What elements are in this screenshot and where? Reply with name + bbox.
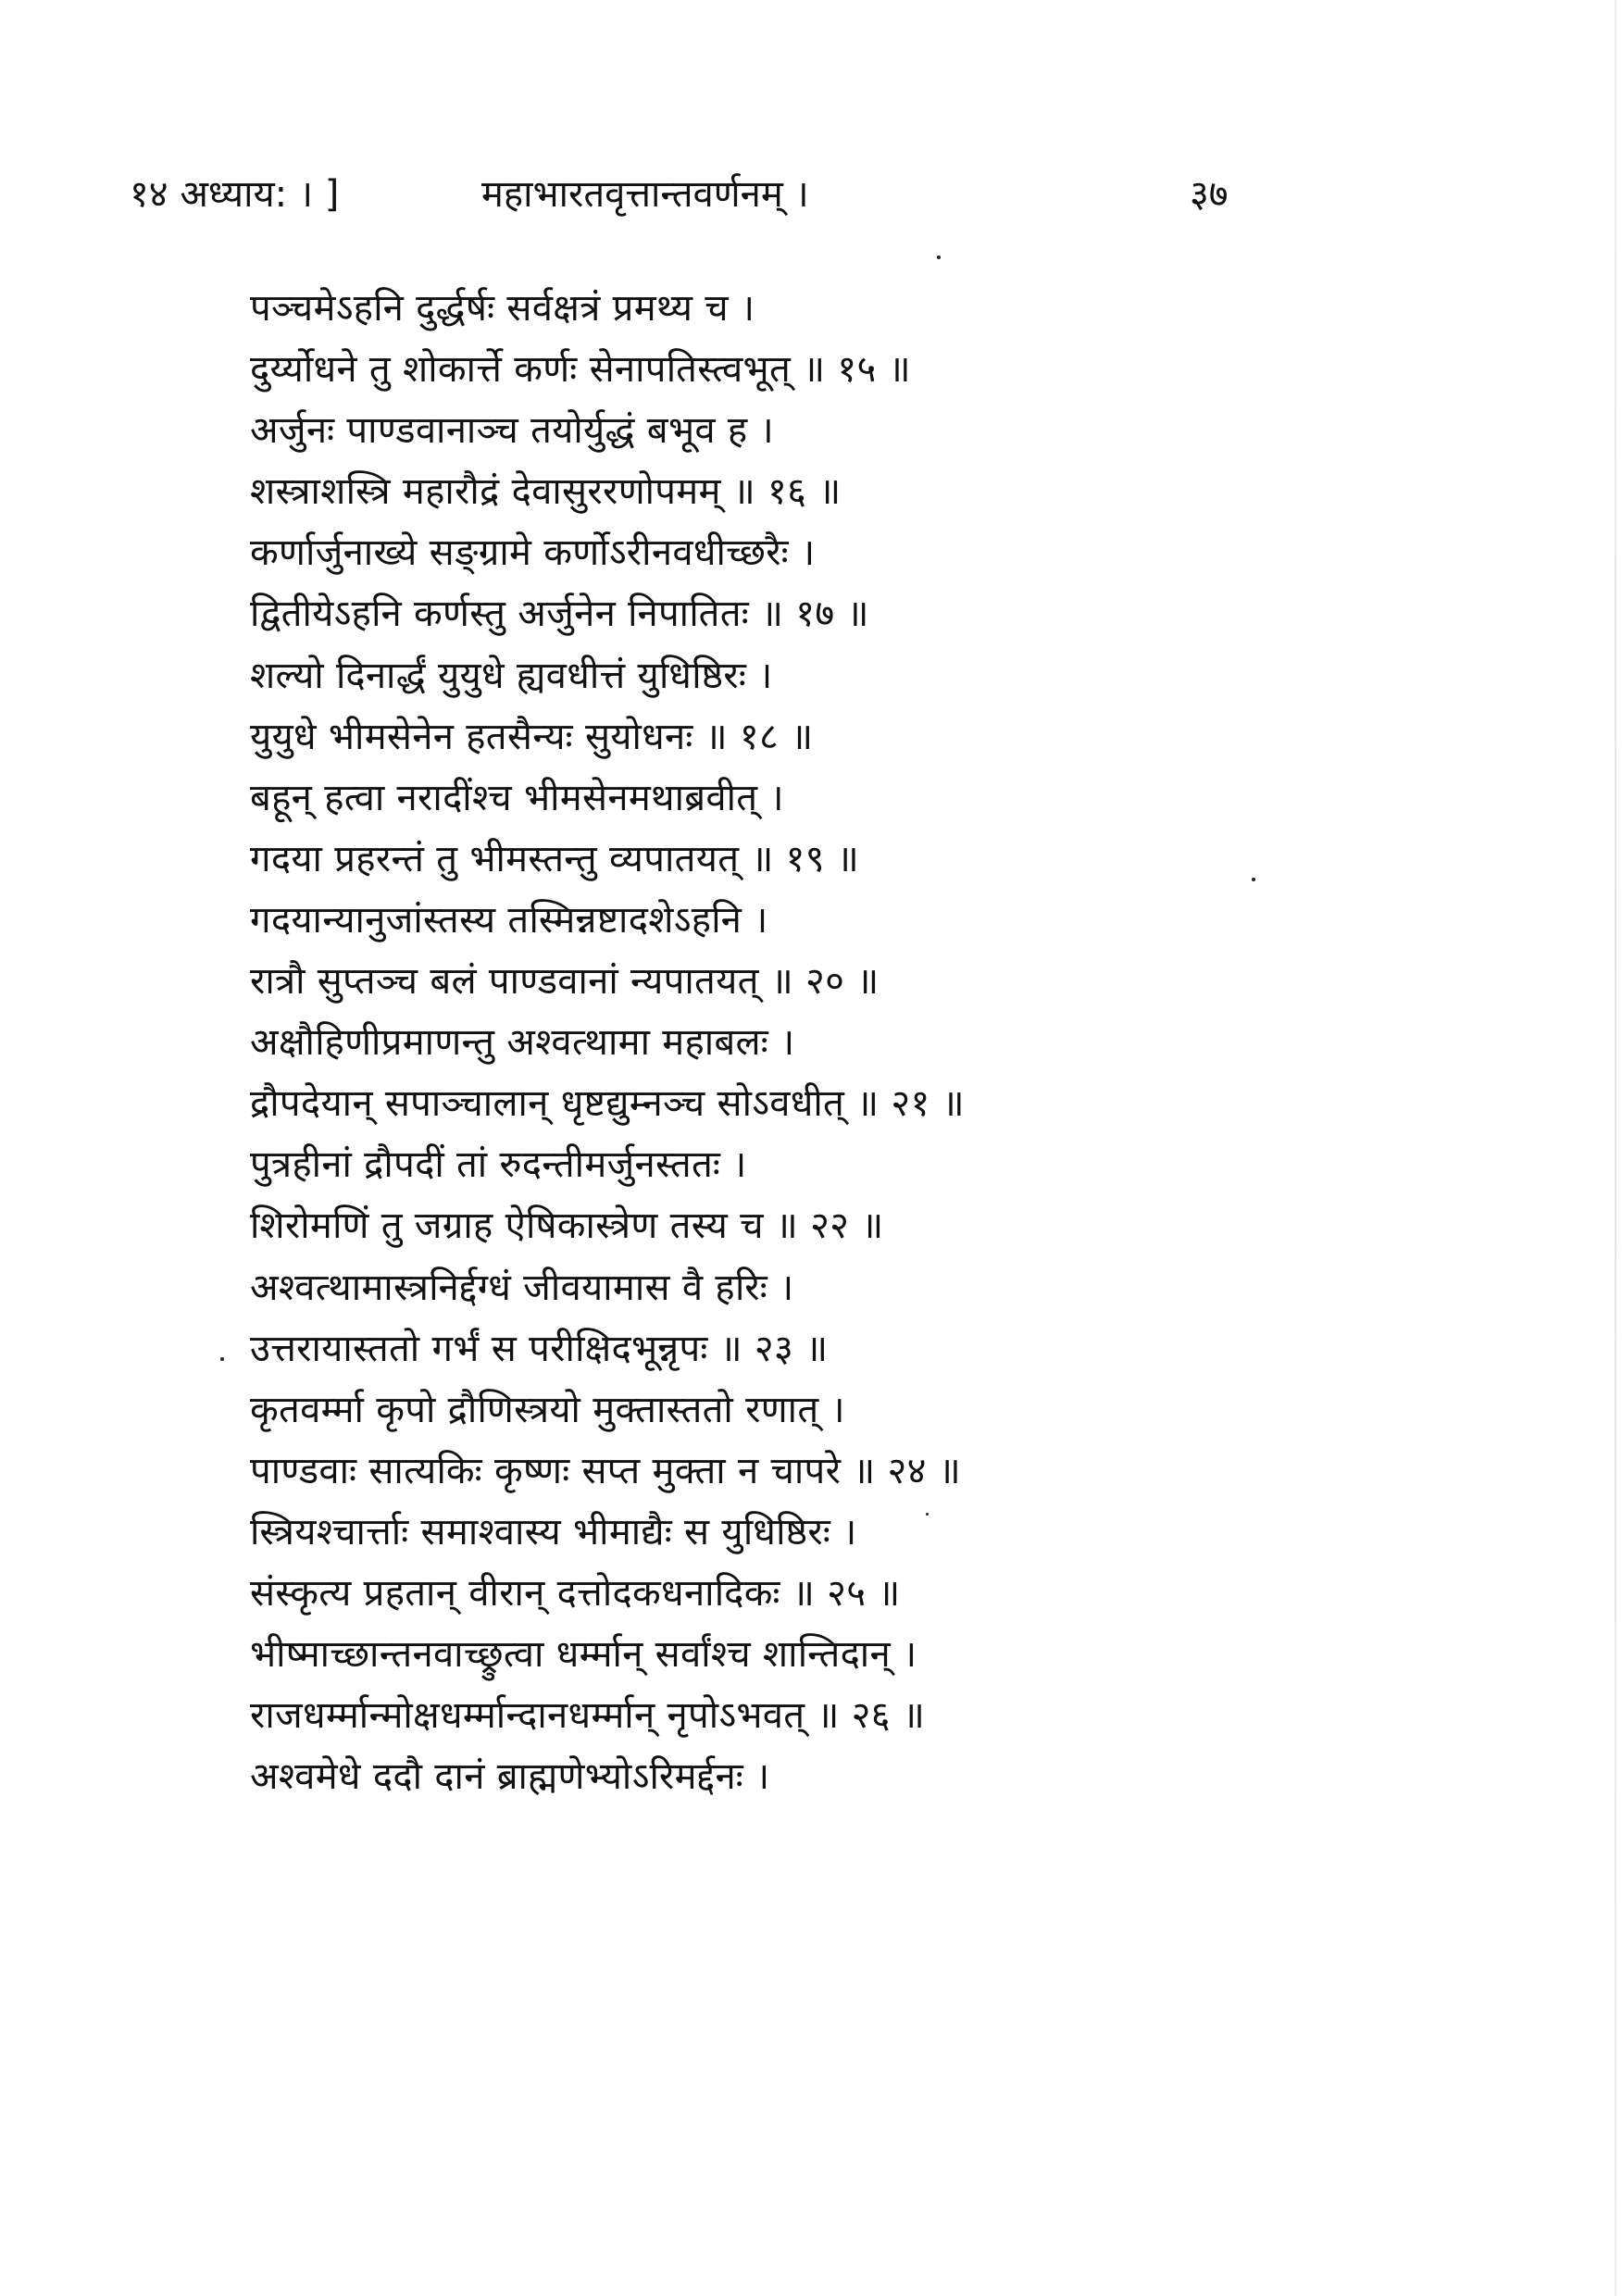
verse-line: अश्वमेधे ददौ दानं ब्राह्मणेभ्योऽरिमर्द्दनः ।: [250, 1755, 770, 1799]
verse-line: पाण्डवाः सात्यकिः कृष्णः सप्त मुक्ता न चापरे ॥ २४ ॥: [250, 1449, 961, 1492]
scan-speck: [220, 1357, 224, 1361]
page-heading: महाभारतवृत्तान्तवर्णनम् ।: [481, 173, 809, 216]
verse-line: कर्णार्जुनाख्ये सङ्ग्रामे कर्णोऽरीनवधीच्छरैः ।: [250, 531, 816, 575]
verse-line: पुत्रहीनां द्रौपदीं तां रुदन्तीमर्जुनस्ततः ।: [250, 1143, 747, 1187]
verse-line: गदयान्यानुजांस्तस्य तस्मिन्नष्टादशेऽहनि ।: [250, 898, 768, 942]
verse-line: गदया प्रहरन्तं तु भीमस्तन्तु व्यपातयत् ॥ १९ ॥: [250, 837, 860, 880]
verse-line: द्वितीयेऽहनि कर्णस्तु अर्जुनेन निपातितः ॥ १७ ॥: [250, 593, 869, 636]
chapter-label: १४ अध्याय: । ]: [130, 173, 340, 216]
verse-line: दुर्य्योधने तु शोकार्त्ते कर्णः सेनापतिस्त्वभूत् ॥ १५ ॥: [250, 348, 911, 392]
verse-line: युयुधे भीमसेनेन हतसैन्यः सुयोधनः ॥ १८ ॥: [250, 715, 814, 758]
verse-line: रात्रौ सुप्तञ्च बलं पाण्डवानां न्यपातयत् ॥ २० ॥: [250, 960, 880, 1004]
scan-speck: [1252, 878, 1255, 881]
verse-line: शल्यो दिनार्द्धं युयुधे ह्यवधीत्तं युधिष्ठिरः ।: [250, 654, 773, 697]
verse-list: [250, 278, 1176, 1807]
verse-line: अर्जुनः पाण्डवानाञ्च तयोर्युद्धं बभूव ह ।: [250, 409, 774, 453]
page-number: ३७: [1190, 173, 1229, 216]
verse-line: अश्वत्थामास्त्रनिर्द्दग्धं जीवयामास वै हरिः ।: [250, 1266, 794, 1309]
verse-line: संस्कृत्य प्रहतान् वीरान् दत्तोदकधनादिकः ॥ २५ ॥: [250, 1571, 901, 1615]
verse-line: कृतवर्म्मा कृपो द्रौणिस्त्रयो मुक्तास्ततो रणात् ।: [250, 1388, 845, 1431]
page-edge-shadow: [1615, 0, 1616, 2296]
verse-line: अक्षौहिणीप्रमाणन्तु अश्वत्थामा महाबलः ।: [250, 1021, 795, 1065]
verse-line: उत्तरायास्ततो गर्भं स परीक्षिदभून्नृपः ॥ २३ ॥: [250, 1327, 829, 1370]
scan-speck: [937, 256, 941, 259]
verse-line: द्रौपदेयान् सपाञ्चालान् धृष्टद्युम्नञ्च सोऽवधीत् ॥ २१ ॥: [250, 1082, 965, 1126]
verse-line: स्त्रियश्चार्त्ताः समाश्वास्य भीमाद्यैः स युधिष्ठिरः ।: [250, 1510, 857, 1554]
scan-speck: [926, 1513, 929, 1516]
verse-line: शस्त्राशस्त्रि महारौद्रं देवासुररणोपमम् ॥ १६ ॥: [250, 470, 842, 514]
running-header: [130, 167, 1278, 222]
verse-line: बहून् हत्वा नरादींश्च भीमसेनमथाब्रवीत् ।: [250, 776, 784, 819]
verse-line: राजधर्म्मान्मोक्षधर्म्मान्दानधर्म्मान् नृपोऽभवत् ॥ २६ ॥: [250, 1694, 926, 1738]
verse-line: पञ्चमेऽहनि दुर्द्धर्षः सर्वक्षत्रं प्रमथ्य च ।: [250, 287, 755, 330]
verse-line: शिरोमणिं तु जग्राह ऐषिकास्त्रेण तस्य च ॥ २२ ॥: [250, 1204, 884, 1248]
verse-line: भीष्माच्छान्तनवाच्छ्रुत्वा धर्म्मान् सर्वांश्च शान्तिदान् ।: [250, 1633, 917, 1677]
